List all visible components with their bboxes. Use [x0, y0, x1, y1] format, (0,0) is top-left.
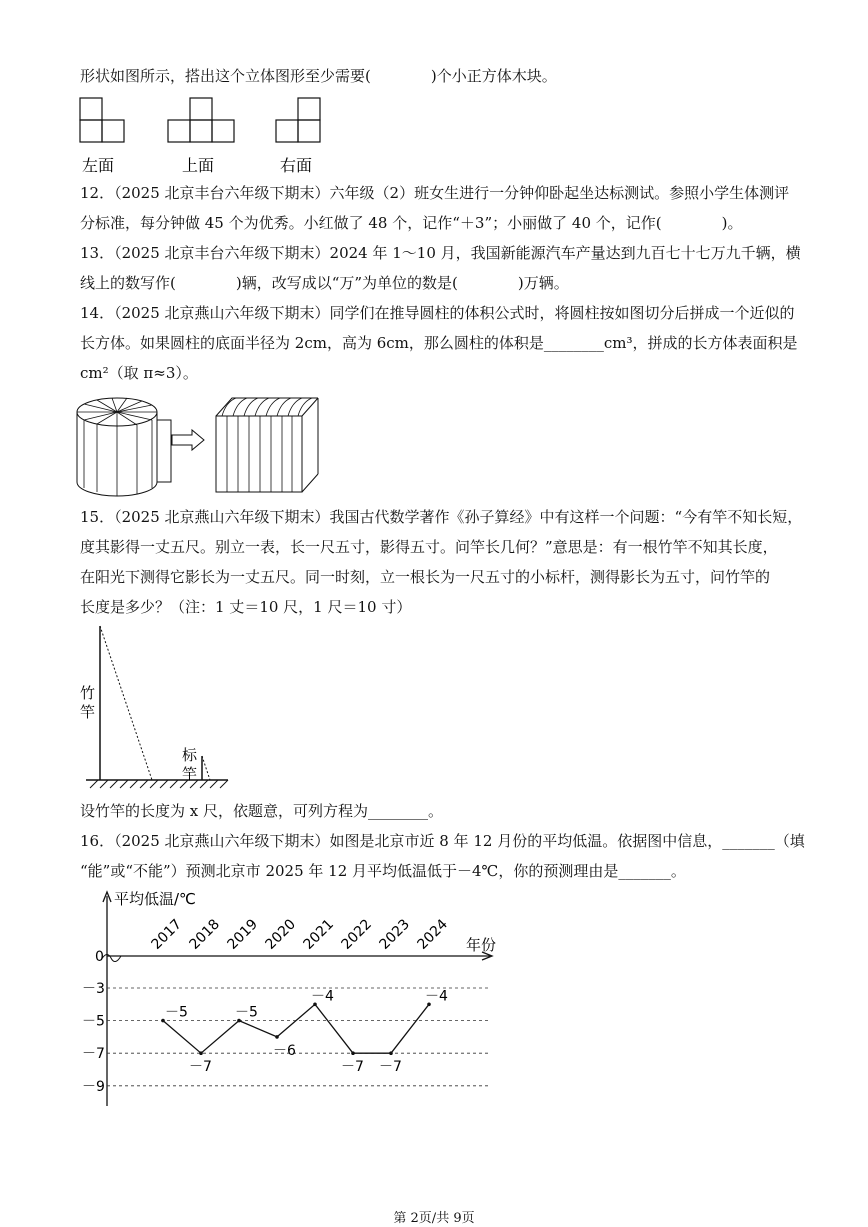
cylinder-to-cuboid-figure: [72, 392, 332, 498]
y-tick-label: －3: [82, 981, 105, 997]
bamboo-label-1: 竹: [80, 684, 96, 702]
x-tick-label: 2020: [262, 916, 300, 953]
y-tick-label: －5: [82, 1013, 105, 1030]
data-label: －7: [341, 1059, 364, 1076]
data-label: －4: [311, 988, 334, 1005]
temperature-line-chart: [0, 884, 520, 1114]
q15-line3: 在阳光下测得它影长为一丈五尺。同一时刻，立一根长为一尺五寸的小标杆，测得影长为五寸，问竹竿的: [80, 568, 771, 586]
x-tick-label: 2018: [186, 916, 224, 953]
data-label: －5: [235, 1004, 258, 1021]
left-view-label: 左面: [82, 156, 115, 175]
data-label: －4: [425, 988, 448, 1005]
data-label: －6: [273, 1042, 296, 1059]
q11-text: 形状如图所示，搭出这个立体图形至少需要( )个小正方体木块。: [80, 67, 557, 85]
data-label: －7: [189, 1059, 212, 1076]
x-tick-label: 2021: [300, 916, 338, 953]
q13-line1: 13．（2025 北京丰台六年级下期末）2024 年 1～10 月，我国新能源汽车产量达到九百七十七万九千辆，横: [80, 244, 801, 262]
y-tick-label: 0: [95, 949, 104, 965]
data-point: [275, 1035, 279, 1039]
marker-label-1: 标: [182, 746, 198, 764]
marker-label-2: 竿: [182, 765, 198, 783]
right-view-label: 右面: [280, 156, 313, 175]
q16-line2: “能”或“不能”）预测北京市 2025 年 12 月平均低温低于－4℃，你的预测理由是_______。: [80, 862, 686, 880]
y-tick-label: －9: [82, 1078, 105, 1095]
x-tick-label: 2024: [414, 916, 452, 953]
x-tick-label: 2017: [148, 916, 186, 953]
q12-line2: 分标准，每分钟做 45 个为优秀。小红做了 48 个，记作“＋3”；小丽做了 40 个，记作( )。: [80, 214, 743, 232]
data-point: [389, 1051, 393, 1055]
x-tick-label: 2019: [224, 916, 262, 953]
y-tick-label: －7: [82, 1046, 105, 1063]
x-tick-label: 2023: [376, 916, 414, 953]
bamboo-label-2: 竿: [80, 703, 96, 721]
top-view-label: 上面: [182, 156, 215, 175]
q15-line4: 长度是多少？（注：1 丈＝10 尺，1 尺＝10 寸）: [80, 598, 412, 616]
q14-line3: cm²（取 π≈3）。: [80, 364, 198, 382]
x-axis-label: 年份: [466, 936, 497, 954]
series-line: [163, 1004, 429, 1053]
data-point: [351, 1051, 355, 1055]
q15-line1: 15．（2025 北京燕山六年级下期末）我国古代数学著作《孙子算经》中有这样一个问题：“今有竿不知长短，: [80, 508, 803, 526]
q16-line1: 16．（2025 北京燕山六年级下期末）如图是北京市近 8 年 12 月份的平均低温。依据图中信息，_______（填: [80, 832, 805, 850]
data-label: －7: [379, 1059, 402, 1076]
q13-line2: 线上的数写作( )辆，改写成以“万”为单位的数是( )万辆。: [80, 274, 569, 292]
q15-equation: 设竹竿的长度为 x 尺，依题意，可列方程为________。: [80, 802, 443, 820]
three-view-figure: [72, 92, 332, 182]
q12-line1: 12．（2025 北京丰台六年级下期末）六年级（2）班女生进行一分钟仰卧起坐达标测试。参照小学生体测评: [80, 184, 790, 202]
x-tick-label: 2022: [338, 916, 376, 953]
q14-line1: 14．（2025 北京燕山六年级下期末）同学们在推导圆柱的体积公式时，将圆柱按如图切分后拼成一个近似的: [80, 304, 795, 322]
page-footer: 第 2页/共 9页: [393, 1211, 475, 1226]
pole-shadow-figure: [72, 622, 242, 792]
q14-line2: 长方体。如果圆柱的底面半径为 2cm，高为 6cm，那么圆柱的体积是________cm³，拼成的长方体表面积是: [80, 334, 798, 352]
y-axis-label: 平均低温/℃: [114, 890, 196, 908]
data-point: [199, 1051, 203, 1055]
data-label: －5: [165, 1004, 188, 1021]
q15-line2: 度其影得一丈五尺。别立一表，长一尺五寸，影得五寸。问竿长几何？”意思是：有一根竹竿不知其长度，: [80, 538, 778, 556]
